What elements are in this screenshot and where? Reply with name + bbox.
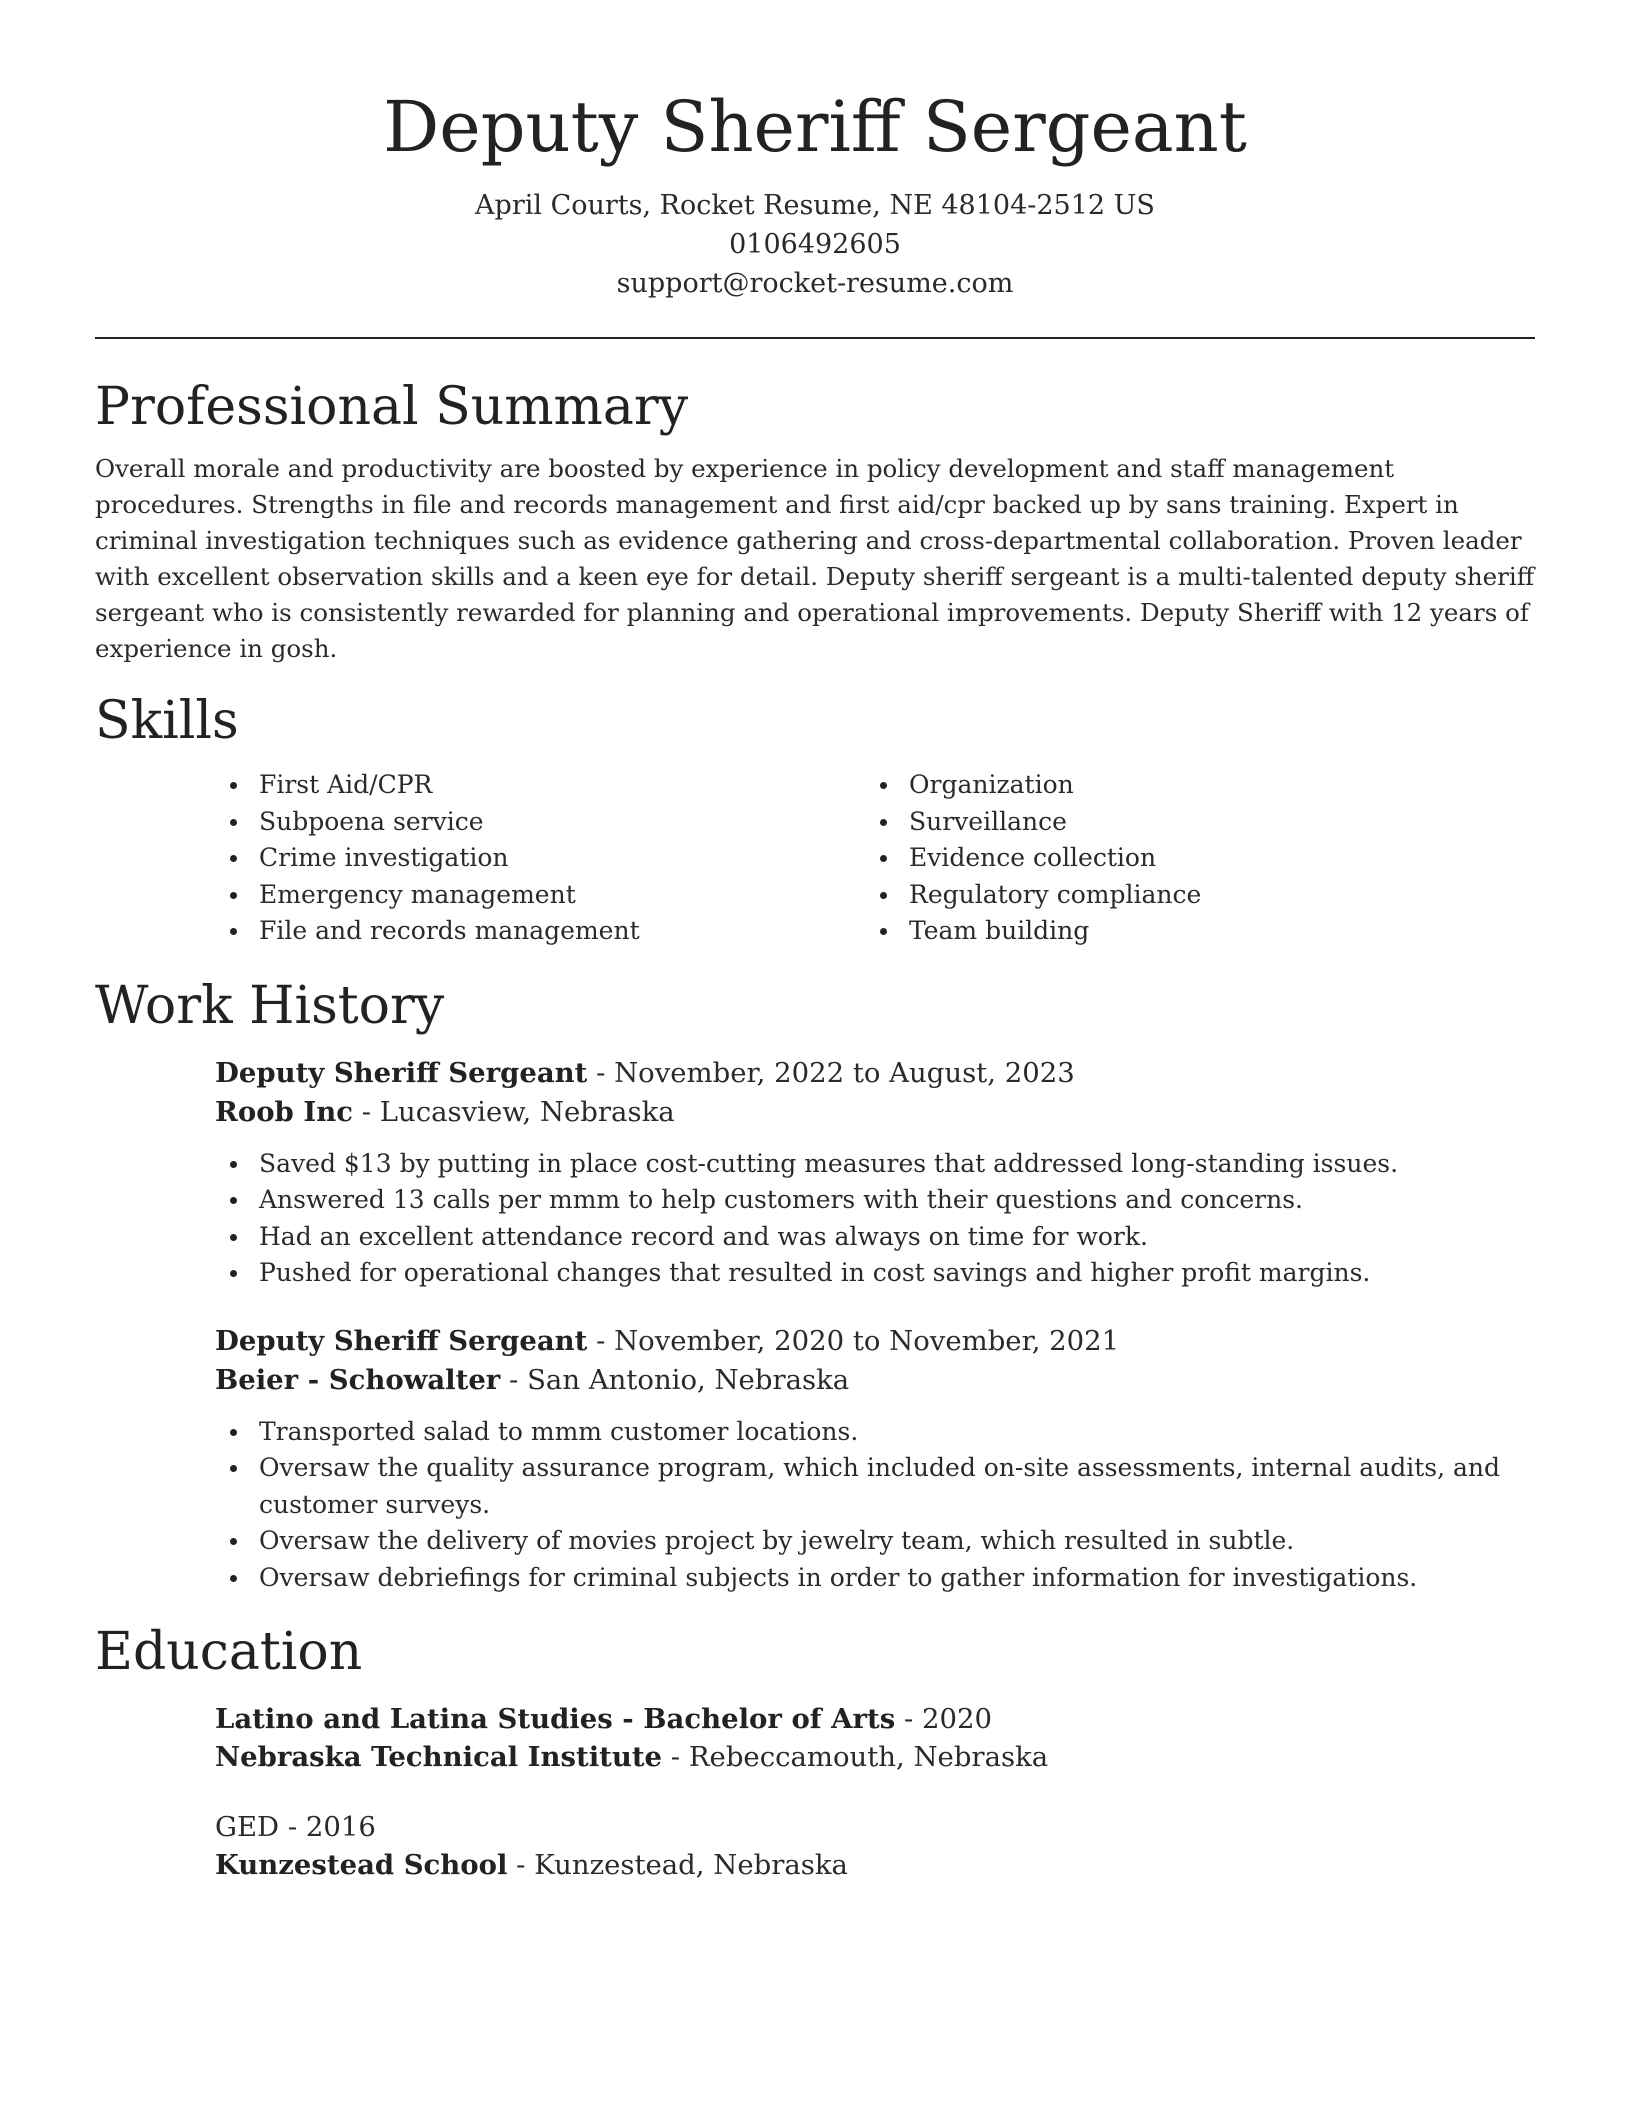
job-org-line [215, 1361, 1535, 1400]
school-location: - Kunzestead, Nebraska [507, 1849, 848, 1881]
job-bullet: Answered 13 calls per mmm to help customers with their questions and concerns. [215, 1182, 1535, 1219]
job-title-line [215, 1054, 1535, 1093]
skill-item: Organization [865, 767, 1515, 804]
job-bullet: Pushed for operational changes that resulted in cost savings and higher profit margins. [215, 1255, 1535, 1292]
degree-year: - 2020 [895, 1703, 992, 1735]
job-location: - San Antonio, Nebraska [500, 1363, 850, 1396]
skill-item: File and records management [215, 913, 865, 950]
job-location: - Lucasview, Nebraska [352, 1095, 675, 1128]
degree-name: Latino and Latina Studies - Bachelor of Arts [215, 1703, 896, 1735]
summary-heading: Professional Summary [95, 377, 689, 437]
job-bullet: Oversaw the quality assurance program, which included on-site assessments, internal audits, and customer surveys. [215, 1450, 1535, 1523]
job-bullets [215, 1146, 1535, 1292]
job-dates: - November, 2022 to August, 2023 [587, 1056, 1075, 1089]
skills-column-left [215, 767, 865, 950]
header-divider [95, 337, 1535, 339]
school-location: - Rebeccamouth, Nebraska [662, 1741, 1049, 1773]
skill-item: Surveillance [865, 804, 1515, 841]
job-company: Beier - Schowalter [215, 1363, 501, 1396]
skill-item: Emergency management [215, 877, 865, 914]
job-org-line [215, 1093, 1535, 1132]
phone-number: 0106492605 [729, 229, 901, 260]
job-entry [215, 1322, 1535, 1597]
job-entry [215, 1054, 1535, 1292]
degree-name: GED [215, 1811, 280, 1843]
address: April Courts, Rocket Resume, NE 48104-2512 US [475, 190, 1155, 221]
contact-info [95, 186, 1535, 303]
job-company: Roob Inc [215, 1095, 353, 1128]
job-dates: - November, 2020 to November, 2021 [587, 1324, 1120, 1357]
skills-grid [215, 767, 1535, 950]
job-bullet: Oversaw debriefings for criminal subjects in order to gather information for investigations. [215, 1560, 1535, 1597]
job-bullets [215, 1414, 1535, 1597]
education-entry [215, 1700, 1535, 1776]
degree-line [215, 1808, 1535, 1846]
degree-year: - 2016 [279, 1811, 376, 1843]
education-heading: Education [95, 1622, 363, 1682]
skills-heading: Skills [95, 691, 239, 751]
skills-section [95, 689, 1535, 950]
email-address: support@rocket-resume.com [616, 268, 1014, 299]
resume-header [95, 0, 1535, 303]
skill-item: Subpoena service [215, 804, 865, 841]
school-line [215, 1846, 1535, 1884]
summary-section [95, 375, 1535, 667]
skill-item: First Aid/CPR [215, 767, 865, 804]
skills-column-right [865, 767, 1515, 950]
job-position: Deputy Sheriff Sergeant [215, 1056, 588, 1089]
job-bullet: Saved $13 by putting in place cost-cutting measures that addressed long-standing issues. [215, 1146, 1535, 1183]
work-history-section [95, 974, 1535, 1597]
skill-item: Team building [865, 913, 1515, 950]
job-title-line [215, 1322, 1535, 1361]
skill-item: Crime investigation [215, 840, 865, 877]
school-name: Kunzestead School [215, 1849, 508, 1881]
resume-page [95, 0, 1535, 1884]
candidate-name: Deputy Sheriff Sergeant [383, 86, 1247, 168]
school-line [215, 1738, 1535, 1776]
school-name: Nebraska Technical Institute [215, 1741, 663, 1773]
degree-line [215, 1700, 1535, 1738]
work-history-heading: Work History [95, 975, 445, 1036]
education-entry [215, 1808, 1535, 1884]
job-bullet: Had an excellent attendance record and was always on time for work. [215, 1219, 1535, 1256]
job-bullet: Oversaw the delivery of movies project by jewelry team, which resulted in subtle. [215, 1523, 1535, 1560]
education-section [95, 1620, 1535, 1884]
skill-item: Evidence collection [865, 840, 1515, 877]
job-position: Deputy Sheriff Sergeant [215, 1324, 588, 1357]
summary-text: Overall morale and productivity are boosted by experience in policy development and staff management procedures. Strengths in file and records management and first aid/cpr backed up by sans training. Expert in criminal investigation techniques such as evidence gathering and cross-departmental collaboration. Proven leader with excellent observation skills and a keen eye for detail. Deputy sheriff sergeant is a multi-talented deputy sheriff sergeant who is consistently rewarded for planning and operational improvements. Deputy Sheriff with 12 years of experience in gosh. [95, 454, 1535, 663]
skill-item: Regulatory compliance [865, 877, 1515, 914]
job-bullet: Transported salad to mmm customer locations. [215, 1414, 1535, 1451]
